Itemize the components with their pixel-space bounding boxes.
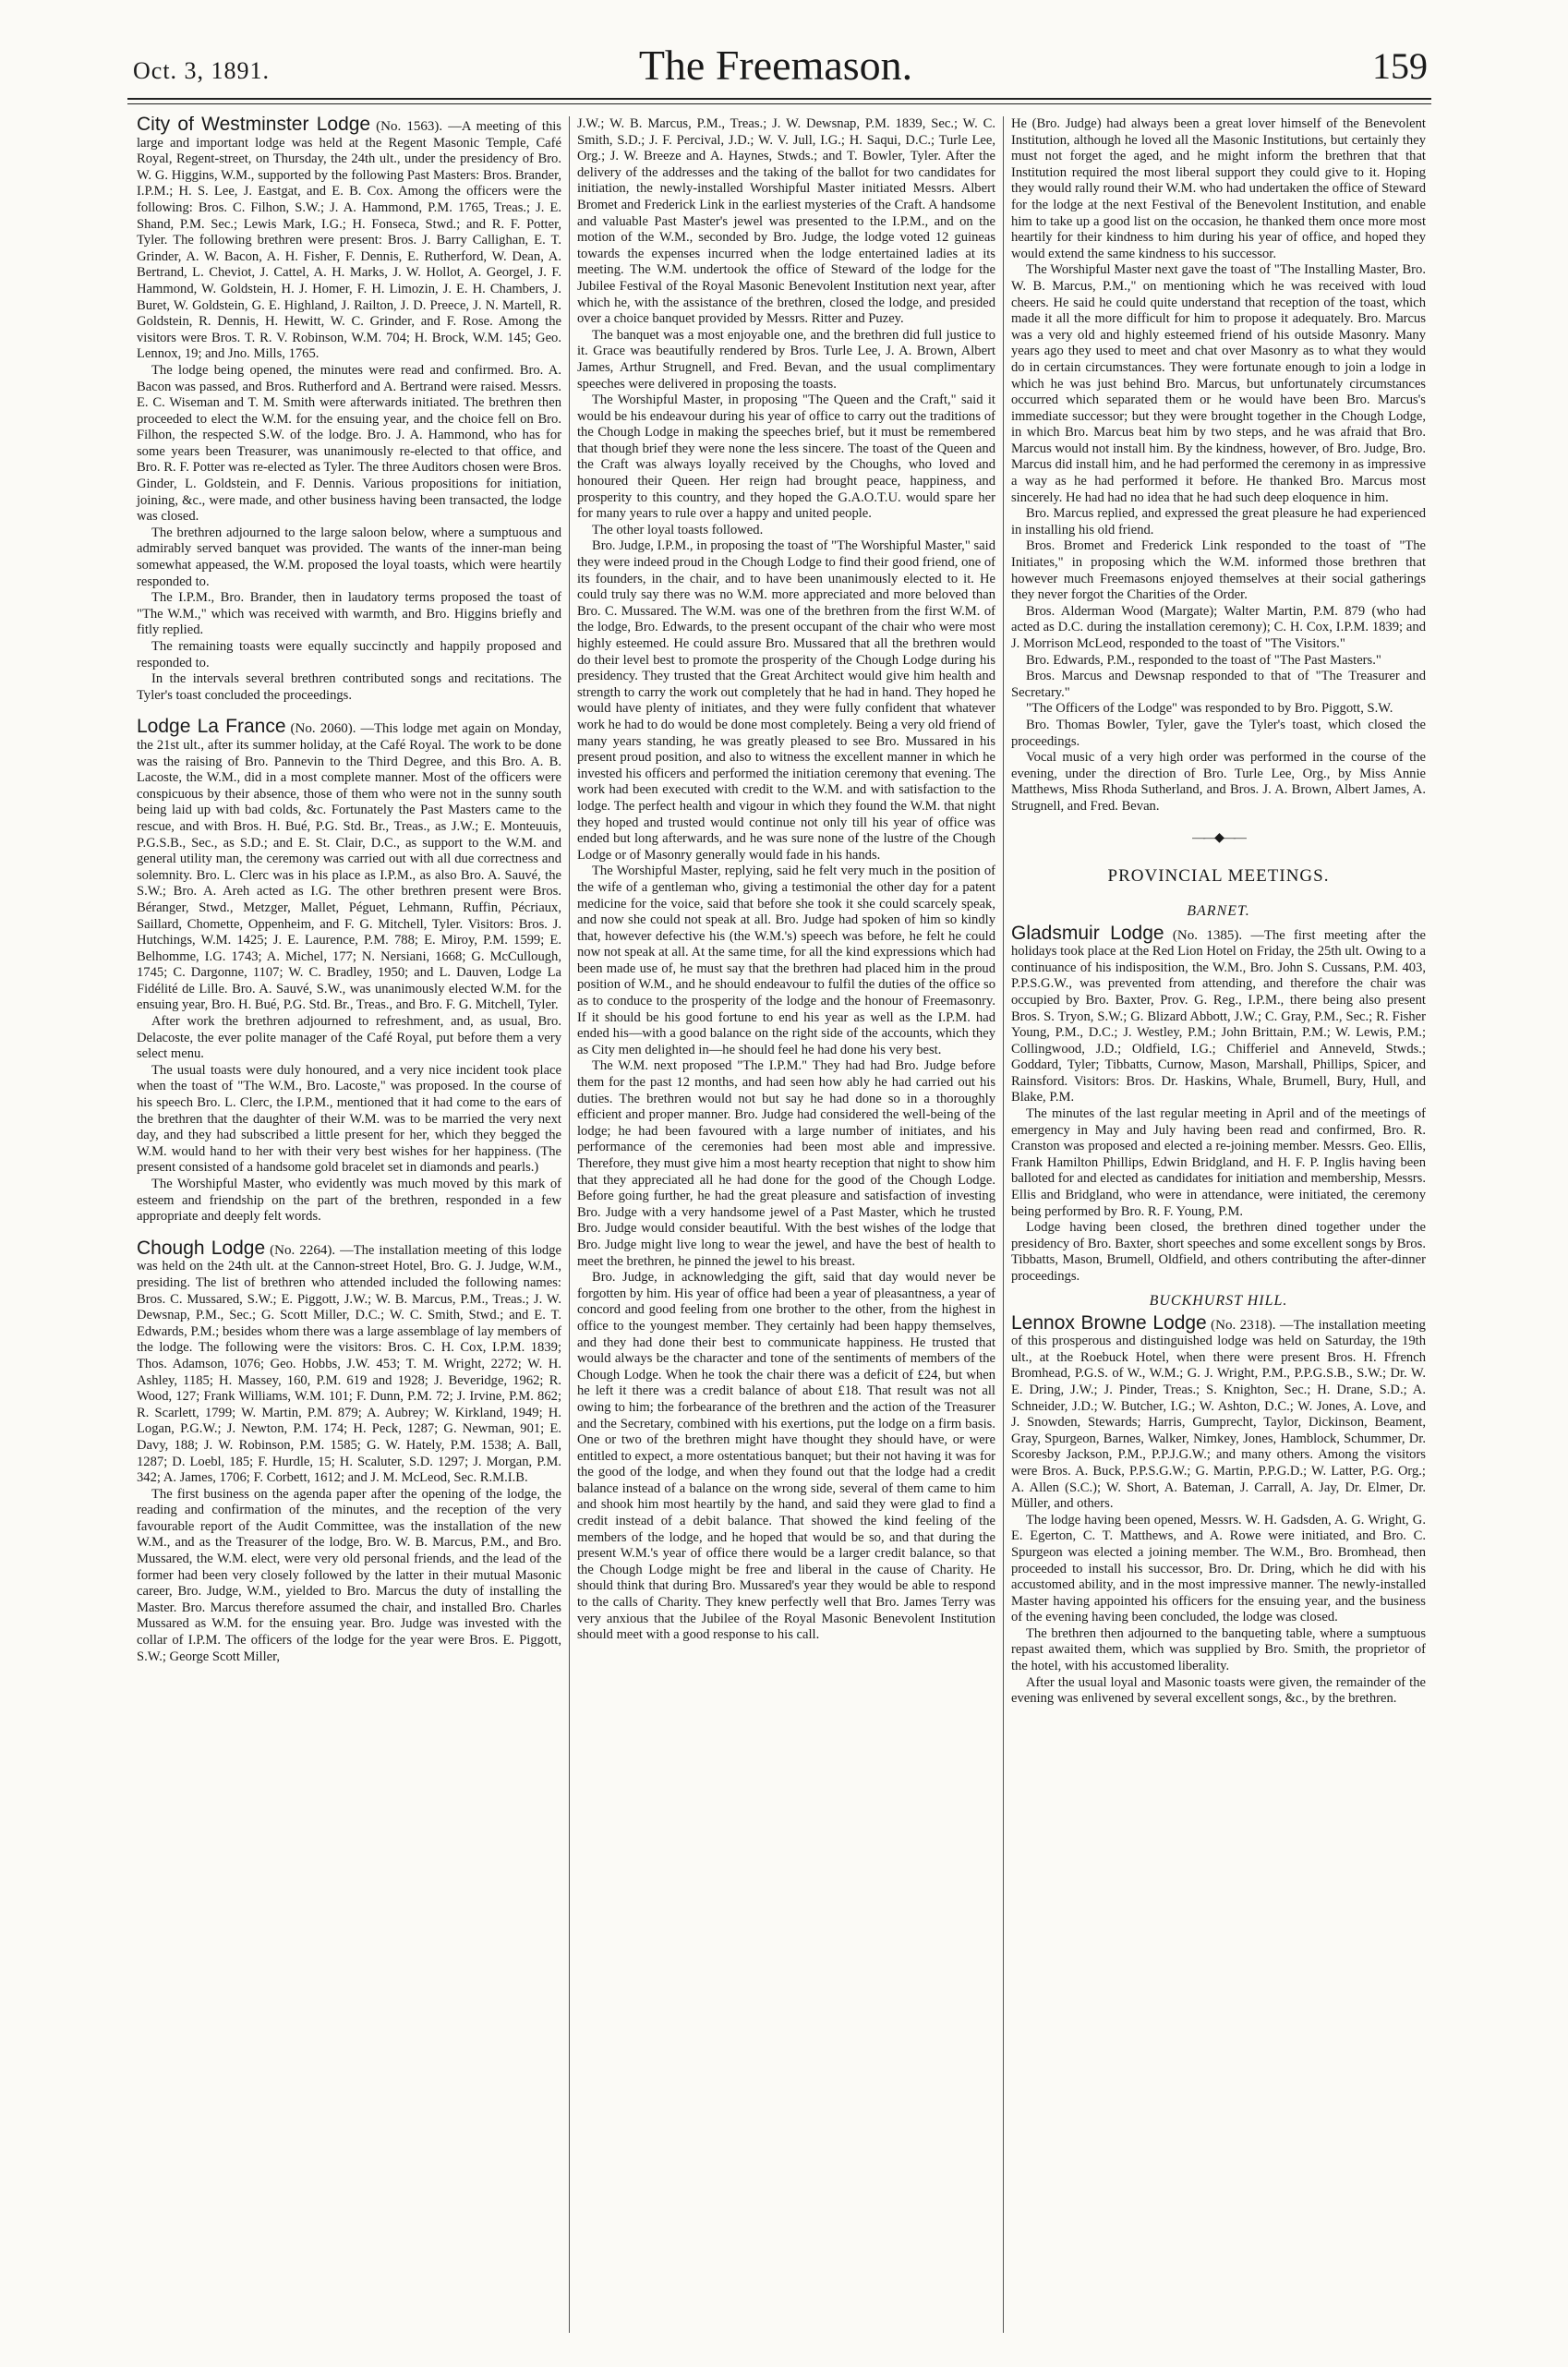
lodge-number: (No. 1385). (1172, 927, 1243, 943)
paragraph: Bro. Judge, in acknowledging the gift, said that day would never be forgotten by him. His year of office had been a year of pleasantness, a year of concord and good feeling from one brother to the other, from the highest in office to the youngest member. They certainly had been happy themselves, and they had done their best to communicate happiness. He trusted that would always be the character and tone of the sentiments of members of the Chough Lodge. When he took the chair there was a deficit of £24, but when he left it there was a credit balance of about £18. That result was not all owing to him; the forbearance of the brethren and the action of the Treasurer and the Secretary, combined with his exertions, put the lodge on a firm basis. One or two of the brethren might have thought they should have, or were entitled to expect, a more ostentatious banquet; but their not having it was for the good of the lodge, and when they found out that the lodge had a credit balance instead of a balance on the wrong side, several of them came to him and shook him most heartily by the hand, and said they were glad to find a credit instead of a debit balance. That showed the kind feeling of the members of the lodge, and he hoped that would be so, and that during the present W.M.'s year of office there would be a larger credit balance, so that the Chough Lodge might be free and liberal in the cause of Charity. He should think that during Bro. Mussared's year they would be able to respond to the calls of Charity. They knew perfectly well that Bro. James Terry was very anxious that the Jubilee of the Royal Masonic Benevolent Institution should meet with a good response to his call. (577, 1270, 995, 1643)
column-1 (129, 116, 569, 2333)
column-3 (1003, 116, 1433, 2333)
paragraph: Lodge having been closed, the brethren dined together under the presidency of Bro. Baxter, short speeches and some excellent songs by Bros. Tibbatts, Mason, Brumell, Oldfield, and others contributing the after-dinner proceedings. (1011, 1220, 1426, 1284)
paragraph: The lodge having been opened, Messrs. W. H. Gadsden, A. G. Wright, G. E. Egerton, C. T. Matthews, and A. Rowe were initiated, and Bro. C. Spurgeon was elected a joining member. The W.M., Bro. Bromhead, then proceeded to install his successor, Bro. Dr. Dring, which he did with his accustomed ability, and in the most impressive manner. The newly-installed Master having appointed his officers for the ensuing year, and the business of the evening having been concluded, the lodge was closed. (1011, 1512, 1426, 1625)
lodge-number: (No. 2318). (1211, 1317, 1276, 1333)
paragraph: The usual toasts were duly honoured, and a very nice incident took place when the toast of "The W.M., Bro. Lacoste," was proposed. In the course of his speech Bro. L. Clerc, the I.P.M., mentioned that it had come to the ears of the brethren that the daughter of their W.M. was to be married the very next day, and they had subscribed a little present for her, which they begged the W.M. would hand to her with their very best wishes for her happiness. (The present consisted of a handsome gold bracelet set in diamonds and pearls.) (137, 1062, 561, 1176)
masthead-rule-thin (127, 103, 1431, 104)
paragraph: The other loyal toasts followed. (592, 522, 764, 537)
paragraph: The minutes of the last regular meeting in April and of the meetings of emergency in May and July having been read and confirmed, Bro. R. Cranston was proposed and elected a re-joining member. Messrs. Geo. Ellis, Frank Hamilton Phillips, Edwin Bridgland, and H. F. P. Inglis having been balloted for and elected as candidates for initiation and membership, Messrs. Ellis and Bridgland, who were in attendance, were initiated, the ceremony being performed by Bro. R. F. Young, P.M. (1011, 1106, 1426, 1219)
paragraph: —The installation meeting of this prosperous and distinguished lodge was held on Saturday, the 19th ult., at the Roebuck Hotel, when there were present Bros. H. Ffrench Bromhead, P.G.S. of W., W.M.; G. J. Wright, P.M., P.P.G.S.B., S.W.; Dr. W. E. Dring, J.W.; J. Pinder, Treas.; S. Knighton, Sec.; H. Drane, S.D.; A. Schneider, J.D.; W. Butcher, I.G.; W. Ashton, D.C.; W. Jones, A. Love, and J. Snowden, Stewards; Harris, Gumprecht, Taylor, Dickinson, Beament, Gray, Spurgeon, Barnes, Walker, Nimkey, Jones, Hamblock, Schummer, Dr. Scoresby Jackson, P.M., P.P.J.G.W.; and many others. Among the visitors were Bros. A. Buck, P.P.S.G.W.; G. Martin, P.P.G.D.; W. Latter, P.G. Org.; A. Allen (S.C.); W. Short, A. Bateman, J. Carrall, A. Jay, Dr. Elmer, Dr. Müller, and others. (1011, 1317, 1426, 1512)
paragraph: The W.M. next proposed "The I.P.M." They had had Bro. Judge before them for the past 12 months, and had seen how ably he had carried out his duties. The brethren would not but say he had done so in a thoroughly efficient and proper manner. Bro. Judge had considered the well-being of the lodge; he had been favoured with a large number of initiates, and his performance of the ceremonies had been most able and impressive. Therefore, they must give him a most hearty reception that night to show him that they appreciated all he had done for the good of the Chough Lodge. Before going further, he had the great pleasure and satisfaction of investing Bro. Judge with a very handsome jewel of a Past Master, which he trusted Bro. Judge would consider beautiful. With the best wishes of the lodge that Bro. Judge might live long to wear the jewel, and have the best of health to meet the brethren, he pinned the jewel to his breast. (577, 1058, 995, 1269)
lodge-heading: Lodge La France (137, 716, 286, 738)
paragraph: J.W.; W. B. Marcus, P.M., Treas.; J. W. Dewsnap, P.M. 1839, Sec.; W. C. Smith, S.D.; J. F. Percival, J.D.; W. V. Jull, I.G.; H. Saqui, D.C.; Turle Lee, Org.; J. W. Breeze and A. Haynes, Stwds.; and T. Bowler, Tyler. After the delivery of the addresses and the taking of the ballot for two candidates for initiation, the newly-installed Worshipful Master initiated Messrs. Albert Bromet and Frederick Link in the earliest mysteries of the Craft. A handsome and valuable Past Master's jewel was presented to the I.P.M., and on the motion of the W.M., seconded by Bro. Judge, the lodge voted 12 guineas towards the expenses incurred when the lodge entertained ladies at its meeting. The W.M. undertook the office of Steward of the lodge for the Jubilee Festival of the Royal Masonic Benevolent Institution next year, after which he, with the assistance of the brethren, closed the lodge, and presided over a choice banquet provided by Messrs. Ritter and Puzey. (577, 116, 995, 327)
place-heading: BUCKHURST HILL. (1149, 1292, 1288, 1309)
article-gladsmuir-intro (1011, 922, 1427, 1107)
paragraph: Bros. Bromet and Frederick Link responded to the toast of "The Initiates," in proposing which the W.M. informed those brethren that however much Freemasons enjoyed themselves at their social gatherings they never forgot the Charities of the Order. (1011, 538, 1426, 603)
place-heading: BARNET. (1187, 902, 1250, 919)
issue-date: Oct. 3, 1891. (133, 57, 271, 84)
paragraph: Bro. Marcus replied, and expressed the great pleasure he had experienced in installing his old friend. (1011, 506, 1426, 537)
masthead (120, 39, 1431, 94)
paragraph: The lodge being opened, the minutes were read and confirmed. Bro. A. Bacon was passed, and Bros. Rutherford and A. Bertrand were raised. Messrs. E. C. Wiseman and T. M. Smith were afterwards initiated. The brethren then proceeded to elect the W.M. for the ensuing year, and the choice fell on Bro. Filhon, the respected S.W. of the lodge. Bro. J. A. Hammond, who has for some years been Treasurer, was unanimously re-elected to that office, and Bro. R. F. Potter was re-elected as Tyler. The three Auditors chosen were Bros. Ginder, L. Goldstein, and F. Dennis. Various propositions for initiation, joining, &c., were made, and other business having been transacted, the lodge was closed. (137, 362, 561, 525)
newspaper-title: The Freemason. (638, 42, 913, 89)
article-lennox-intro (1011, 1311, 1426, 1513)
lodge-number: (No. 2060). (290, 721, 356, 737)
paragraph: Bro. Judge, I.P.M., in proposing the toast of "The Worshipful Master," said they were indeed proud in the Chough Lodge to find their good friend, one of its founders, in the chair, and to have been unanimously elected to it. He could truly say there was no W.M. more appreciated and more beloved than Bro. C. Mussared. The W.M. was one of the brethren from the first W.M. of the lodge, Bro. Edwards, to the present occupant of the chair who were most highly esteemed. He could assure Bro. Mussared that all the brethren would do their level best to promote the prosperity of the Chough Lodge during his presidency. They trusted that the Great Architect would give him health and strength to carry the work out completely that he had in hand. They hoped he would have plenty of initiates, and they were fully confident that whatever work he had to do would be done most completely. Being a very old friend of many years standing, he was greatly pleased to see Bro. Mussared in his present proud position, and also to witness the excellent manner in which he invested his officers and performed the initiation ceremony that evening. The work had been executed with credit to the W.M. and with satisfaction to the lodge. The perfect health and vigour in which they found the W.M. that night they hoped and trusted would continue not only till his year of office was ended but long afterwards, and he was sure none of the lustre of the Chough Lodge or of Masonry generally would fade in his hands. (577, 538, 995, 863)
lodge-heading: Chough Lodge (137, 1237, 266, 1259)
article-chough-intro (137, 1237, 561, 1487)
section-title: PROVINCIAL MEETINGS. (1107, 865, 1330, 886)
page-number: 159 (1372, 45, 1428, 87)
paragraph: After the usual loyal and Masonic toasts were given, the remainder of the evening was enlivened by several excellent songs, &c., by the brethren. (1011, 1674, 1426, 1707)
paragraph: —A meeting of this large and important lodge was held at the Regent Masonic Temple, Café Royal, Regent-street, on Thursday, the 24th ult., under the presidency of Bro. W. G. Higgins, W.M., supported by the following Past Masters: Bros. Brander, I.P.M.; H. S. Lee, J. Eastgat, and E. B. Cox. Among the officers were the following: Bros. C. Filhon, S.W.; J. A. Hammond, P.M. 1765, Treas.; J. E. Shand, P.M. Sec.; Lewis Mark, I.G.; H. Fonseca, Stwd.; and R. F. Potter, Tyler. The following brethren were present: Bros. J. Barry Callighan, E. T. Grinder, A. W. Bacon, A. H. Fisher, F. Dennis, E. Rutherford, W. Dean, A. Bertrand, L. Cheviot, J. Cattel, A. H. Marks, J. W. Hollot, A. Georgel, J. F. Hammond, W. Goldstein, H. J. Homer, F. H. Limozin, J. E. H. Chambers, J. Buret, W. Goldstein, G. E. Highland, J. Railton, J. D. Preece, J. N. Martell, R. Goldstein, R. Dennis, H. Hewitt, W. C. Grinder, and F. Rose. Among the visitors were Bros. T. R. V. Robinson, W.M. 704; H. Brock, W.M. 145; Geo. Lennox, 19; and Jno. Mills, 1765. (137, 119, 561, 362)
paragraph: The Worshipful Master, replying, said he felt very much in the position of the wife of a gentleman who, giving a testimonial the other day for a patent medicine for the voice, said that before she took it she could scarcely speak, and now she could not speak at all. Bro. Judge had spoken of him so kindly that, however defective his (the W.M.'s) speech was before, he felt he could now not speak at all. At the same time, for all the kind expressions which had been made use of, he must say that the brethren had placed him in the proud position of W.M., and he should endeavour to fulfil the duties of the office so as to conduce to the prosperity of the lodge and the honour of Freemasonry. If it should be his good fortune to end his year as well as the I.P.M. had ended his—with a good balance on the right side of the accounts, which they as City men delighted in—he should feel he had done his very best. (577, 863, 995, 1057)
paragraph: In the intervals several brethren contributed songs and recitations. The Tyler's toast concluded the proceedings. (137, 671, 561, 703)
paragraph: Bro. Thomas Bowler, Tyler, gave the Tyler's toast, which closed the proceedings. (1011, 717, 1426, 749)
paragraph: Vocal music of a very high order was performed in the course of the evening, under the direction of Bro. Turle Lee, Org., by Miss Annie Matthews, Miss Rhoda Sutherland, and Bros. J. A. Brown, Albert James, A. Strugnell, and Fred. Bevan. (1011, 750, 1426, 814)
paragraph: The banquet was a most enjoyable one, and the brethren did full justice to it. Grace was beautifully rendered by Bros. Turle Lee, J. A. Brown, Albert James, Arthur Strugnell, and Fred. Bevan, and the usual complimentary speeches were delivered in proposing the toasts. (577, 327, 995, 392)
lodge-heading: City of Westminster Lodge (137, 116, 371, 135)
paragraph: The I.P.M., Bro. Brander, then in laudatory terms proposed the toast of "The W.M.," which was received with warmth, and Bro. Higgins briefly and fitly replied. (137, 590, 561, 638)
paragraph: Bros. Marcus and Dewsnap responded to that of "The Treasurer and Secretary." (1011, 669, 1426, 700)
paragraph: The first business on the agenda paper after the opening of the lodge, the reading and confirmation of the minutes, and the reception of the very favourable report of the Audit Committee, was the installation of the new W.M., and as the Treasurer of the lodge, Bro. W. B. Marcus, P.M., and Bro. Mussared, the W.M. elect, were very old personal friends, and the lead of the former had been very closely followed by the latter in their mutual Masonic career, Bro. Judge, W.M., yielded to Bro. Marcus the duty of installing the Master. Bro. Marcus therefore assumed the chair, and installed Bro. Charles Mussared as W.M. for the ensuing year. Bro. Judge was invested with the collar of I.P.M. The officers of the lodge for the year were Bros. E. Piggott, S.W.; George Scott Miller, (137, 1486, 561, 1664)
article-la-france-intro (137, 716, 561, 1014)
paragraph: The Worshipful Master, who evidently was much moved by this mark of esteem and friendship on the part of the brethren, responded in a few appropriate and deeply felt words. (137, 1177, 561, 1225)
column-2 (569, 116, 1003, 2333)
article-westminster-intro (137, 116, 561, 363)
lodge-heading: Lennox Browne Lodge (1011, 1311, 1207, 1334)
paragraph: The Worshipful Master next gave the toast of "The Installing Master, Bro. W. B. Marcus, P.M.," on mentioning which he was received with loud cheers. He said he could quite understand that reception of the toast, which made it all the more difficult for him to propose it adequately. Bro. Marcus was a very old and highly esteemed friend of his outside Masonry. Many years ago they used to meet and chat over Masonry as to what they would do in certain circumstances. They were fortunate enough to join a lodge in which he was just behind Bro. Marcus, but unfortunately circumstances occurred which separated them or he would have been Bro. Marcus's immediate successor; but they were brought together in the Chough Lodge, in which Bro. Marcus beat him by two steps, and he was afraid that Bro. Marcus would not install him. By the kindness, however, of Bro. Judge, Bro. Marcus did install him, and he had performed the ceremony in as impressive a way as he had performed it before. He thanked Bro. Marcus most sincerely. He had had no idea that he had such deep eloquence in him. (1011, 262, 1426, 505)
article-columns (129, 116, 1433, 2333)
paragraph: The brethren then adjourned to the banqueting table, where a sumptuous repast awaited them, which was supplied by Bro. Smith, the proprietor of the hotel, with his accustomed liberality. (1011, 1625, 1426, 1674)
paragraph: After work the brethren adjourned to refreshment, and, as usual, Bro. Delacoste, the ever polite manager of the Café Royal, put before them a very select menu. (137, 1014, 561, 1062)
paragraph: Bros. Alderman Wood (Margate); Walter Martin, P.M. 879 (who had acted as D.C. during the installation ceremony); C. H. Cox, I.P.M. 1839; and J. Morrison McLeod, responded to the toast of "The Visitors." (1011, 603, 1426, 651)
paragraph: Bro. Edwards, P.M., responded to the toast of "The Past Masters." (1026, 652, 1381, 668)
paragraph: The remaining toasts were equally succinctly and happily proposed and responded to. (137, 639, 561, 670)
section-ornament: ——◆—— (1192, 830, 1245, 845)
paragraph: The Worshipful Master, in proposing "The Queen and the Craft," said it would be his endeavour during his year of office to carry out the traditions of the Chough Lodge in making the speeches brief, but it must be remembered that though brief they were none the less sincere. The toast of the Queen and the Craft was always loyally received by the Choughs, who loved and honoured their Queen. Her reign had brought peace, happiness, and prosperity to this country, and they hoped the G.A.O.T.U. would spare her for many years to rule over a happy and united people. (577, 392, 995, 522)
paragraph: —The installation meeting of this lodge was held on the 24th ult. at the Cannon-street Hotel, Bro. G. J. Judge, W.M., presiding. The list of brethren who attended included the following names: Bros. C. Mussared, S.W.; E. Piggott, J.W.; W. B. Marcus, P.M., Treas.; J. W. Dewsnap, P.M., Sec.; G. Scott Miller, D.C.; W. C. Smith, Stwd.; and E. T. Edwards, P.M.; besides whom there was a large assemblage of lay members of the lodge. The following were the visitors: Bros. C. H. Cox, I.P.M. 1839; Thos. Adamson, 1076; Geo. Hobbs, J.W. 453; T. M. Wright, 2272; W. H. Ashley, 1185; H. Massey, 160, P.M. 619 and 1928; J. Beveridge, 1962; R. Wood, 127; Frank Williams, W.M. 101; F. Dunn, P.M. 72; J. Irvine, P.M. 862; R. Scarlett, 1799; W. Martin, P.M. 879; A. Aubrey; W. Kirkland, 1949; H. Logan, P.G.W.; J. Newton, P.M. 174; H. Peck, 1287; G. Newman, 901; E. Davy, 188; J. W. Robinson, P.M. 1585; G. W. Hately, P.M. 1538; A. Ball, 1287; D. Loebl, 185; F. Hurdle, 15; H. Scaluter, S.D. 1297; J. Morgan, P.M. 342; A. James, 1706; F. Corbett, 1612; and J. M. McLeod, Sec. R.M.I.B. (137, 1242, 561, 1486)
lodge-heading: Gladsmuir Lodge (1011, 922, 1164, 944)
paragraph: The brethren adjourned to the large saloon below, where a sumptuous and admirably served banquet was provided. The wants of the inner-man being somewhat appeased, the W.M. proposed the loyal toasts, which were heartily responded to. (137, 525, 561, 589)
masthead-rule (127, 98, 1431, 100)
lodge-number: (No. 1563). (376, 119, 443, 134)
paragraph: "The Officers of the Lodge" was responded to by Bro. Piggott, S.W. (1026, 701, 1393, 717)
paragraph: —This lodge met again on Monday, the 21st ult., after its summer holiday, at the Café Royal. The work to be done was the raising of Bro. Pannevin to the Third Degree, and this Bro. A. B. Lacoste, the W.M., did in a most complete manner. Most of the officers were conspicuous by their absence, those of them who were not in the sunny south being laid up with bad colds, &c. Fortunately the Past Masters came to the rescue, and with Bros. H. Bué, P.G. Std. Br., Treas., as J.W.; E. Monteuuis, P.G.S.B., Sec., as S.D.; and E. St. Clair, D.C., as support to the W.M. and general utility man, the ceremony was carried out with all due correctness and solemnity. Bro. L. Clerc was in his place as I.P.M., as also Bro. A. Sauvé, the S.W.; Bro. A. Areh acted as I.G. The other brethren present were Bros. Béranger, Stwd., Metzger, Mallet, Péguet, Lehmann, Ruffin, Pécriaux, Saillard, Chomette, Oppenheim, and F. G. Mitchell, Tyler. Visitors: Bros. J. Hutchings, W.M. 1425; J. E. Laurence, P.M. 788; E. Miroy, P.M. 1599; E. Belhomme, I.G. 1743; A. Michel, 177; N. Nersiani, 1668; G. McCullough, 1745; C. Dargonne, 1107; W. C. Bradley, 1950; and L. Dauven, Lodge La Fidélité de Lille. Bro. A. Sauvé, S.W., was unanimously elected W.M. for the ensuing year, Bro. H. Bué, P.G. Std. Br., Treas., and Bro. F. G. Mitchell, Tyler. (137, 721, 561, 1013)
paragraph: He (Bro. Judge) had always been a great lover himself of the Benevolent Institution, although he loved all the Masonic Institutions, but certainly they must not forget the aged, and he might inform the brethren that that Institution required the most liberal support they could give to it. Hoping they would rally round their W.M. who had undertaken the office of Steward for the lodge at the next Festival of the Benevolent Institution, and enable him to take up a good list on the occasion, he thanked them once more most heartily for their kindness to him during his year of office, and hoped they would extend the same kindness to his successor. (1011, 116, 1426, 261)
lodge-number: (No. 2264). (270, 1242, 336, 1258)
paragraph: —The first meeting after the holidays took place at the Red Lion Hotel on Friday, the 25th ult. Owing to a continuance of his indisposition, the W.M., Bro. John S. Cussans, P.M. 403, P.P.S.G.W., was prevented from attending, and therefore the chair was occupied by Bro. Baxter, Prov. G. Reg., I.P.M., there being also present Bros. S. Tryon, S.W.; G. Blizard Abbott, J.W.; C. Gray, P.M., Sec.; R. Fisher Young, P.M., D.C.; J. Westley, P.M.; John Brittain, P.M.; W. Lewis, P.M.; Collingwood, J.D.; Oldfield, I.G.; Chifferiel and Anneveld, Stwds.; Goddard, Tyler; Tibbatts, Curnow, Mason, Marshall, Phillips, Spicer, and Rainsford. Visitors: Bros. Dr. Haskins, Whale, Brumell, Bury, Hull, and Blake, P.M. (1011, 927, 1427, 1105)
